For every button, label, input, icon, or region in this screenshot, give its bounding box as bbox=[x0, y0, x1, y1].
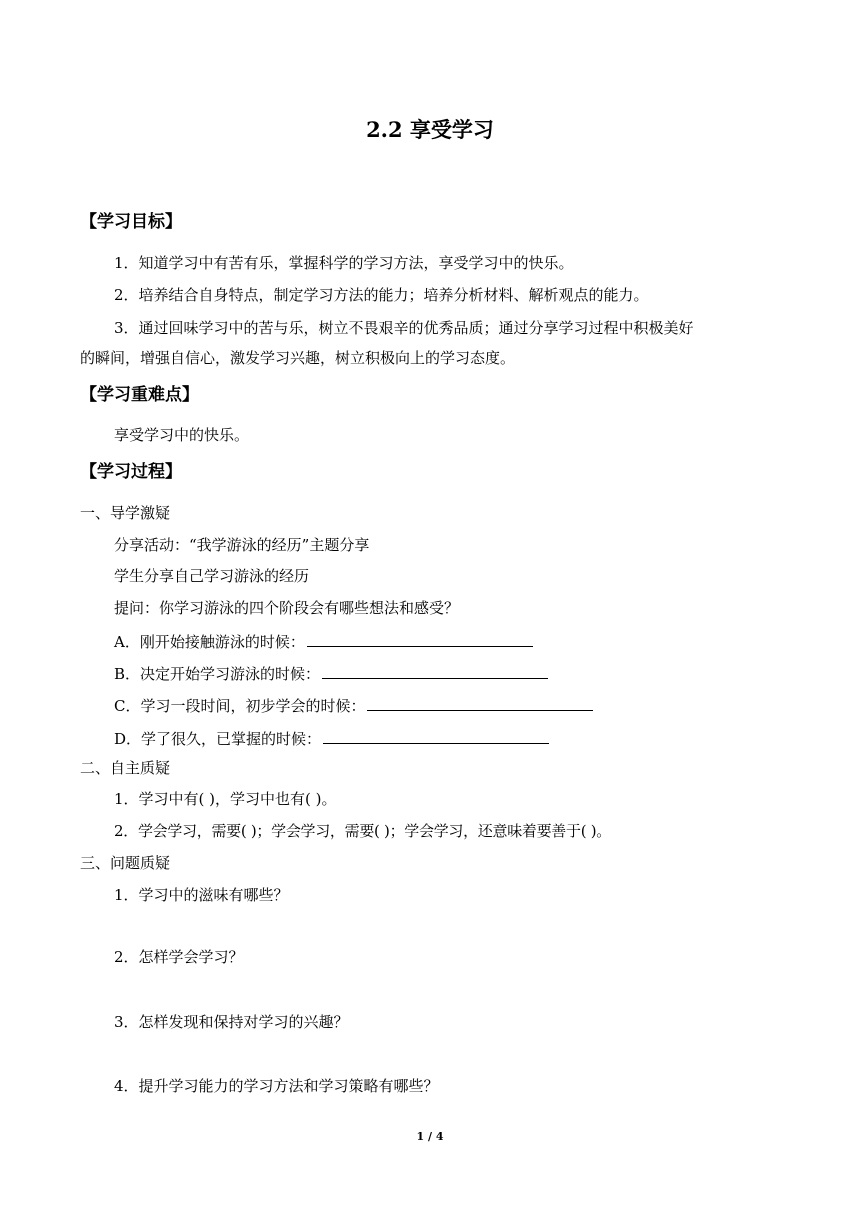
option-c bbox=[114, 694, 593, 716]
section-2-title: 二、自主质疑 bbox=[80, 759, 171, 777]
objectives-heading: 【学习目标】 bbox=[80, 212, 182, 232]
question-2: 2．怎样学会学习？ bbox=[114, 948, 244, 966]
option-d bbox=[114, 727, 549, 749]
fill-item-2: 2．学会学习，需要( )；学会学习，需要( )；学会学习，还意味着要善于( )。 bbox=[114, 822, 611, 840]
option-a-blank[interactable] bbox=[307, 630, 533, 647]
option-b bbox=[114, 662, 548, 684]
option-b-blank[interactable] bbox=[322, 662, 548, 679]
option-d-label: D．学了很久，已掌握的时候： bbox=[114, 730, 322, 748]
objective-item-3-line-2: 的瞬间，增强自信心，激发学习兴趣，树立积极向上的学习态度。 bbox=[80, 349, 516, 367]
share-instruction: 学生分享自己学习游泳的经历 bbox=[114, 567, 310, 585]
section-3-title: 三、问题质疑 bbox=[80, 854, 171, 872]
option-a-label: A．刚开始接触游泳的时候： bbox=[114, 633, 305, 651]
key-points-text: 享受学习中的快乐。 bbox=[114, 426, 250, 444]
process-heading: 【学习过程】 bbox=[80, 462, 182, 482]
question-1: 1．学习中的滋味有哪些？ bbox=[114, 886, 289, 904]
option-c-blank[interactable] bbox=[367, 694, 593, 711]
objective-item-3-line-1: 3．通过回味学习中的苦与乐，树立不畏艰辛的优秀品质；通过分享学习过程中积极美好 bbox=[114, 319, 694, 337]
option-a bbox=[114, 630, 533, 652]
page-title: 2.2 享受学习 bbox=[366, 117, 494, 142]
option-c-label: C．学习一段时间，初步学会的时候： bbox=[114, 697, 366, 715]
page-number: 1 / 4 bbox=[416, 1130, 444, 1143]
objective-item-2: 2．培养结合自身特点，制定学习方法的能力；培养分析材料、解析观点的能力。 bbox=[114, 286, 649, 304]
share-activity: 分享活动：“我学游泳的经历”主题分享 bbox=[114, 536, 370, 554]
key-points-heading: 【学习重难点】 bbox=[80, 385, 199, 405]
fill-item-1: 1．学习中有( )，学习中也有( )。 bbox=[114, 790, 337, 808]
section-1-title: 一、导学激疑 bbox=[80, 504, 171, 522]
objective-item-1: 1．知道学习中有苦有乐，掌握科学的学习方法，享受学习中的快乐。 bbox=[114, 254, 574, 272]
option-d-blank[interactable] bbox=[323, 727, 549, 744]
question-3: 3．怎样发现和保持对学习的兴趣？ bbox=[114, 1013, 349, 1031]
question-prompt: 提问：你学习游泳的四个阶段会有哪些想法和感受？ bbox=[114, 599, 460, 617]
question-4: 4．提升学习能力的学习方法和学习策略有哪些？ bbox=[114, 1077, 439, 1095]
option-b-label: B．决定开始学习游泳的时候： bbox=[114, 665, 321, 683]
